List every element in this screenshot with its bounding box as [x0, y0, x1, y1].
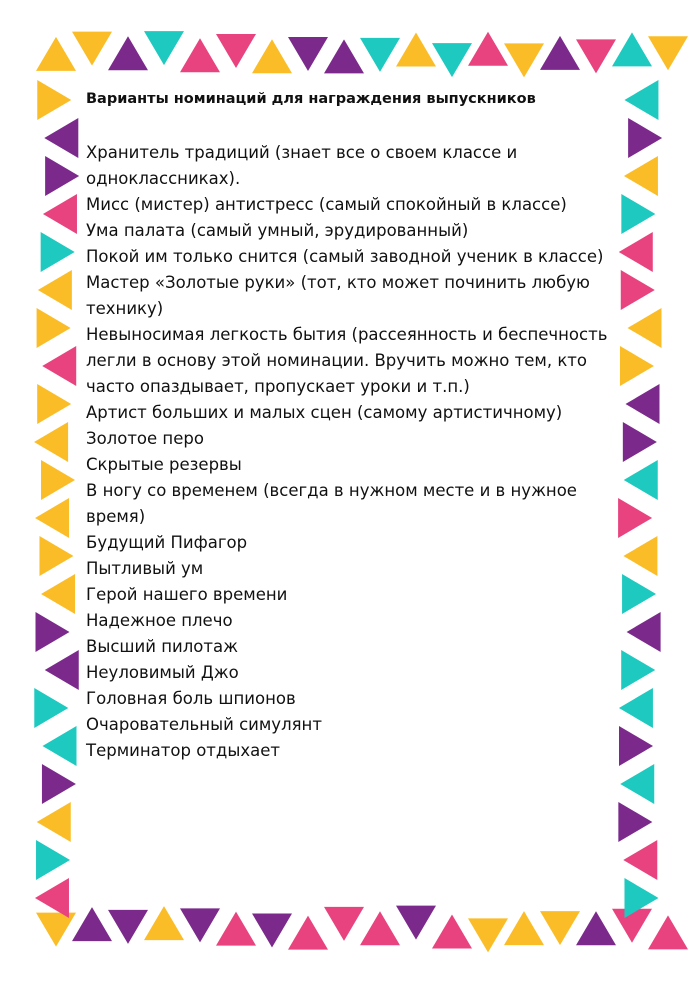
decorative-triangle: [108, 910, 148, 944]
decorative-triangle: [623, 422, 657, 462]
nomination-item: В ногу со временем (всегда в нужном месте и в нужное время): [86, 481, 577, 526]
decorative-triangle: [648, 36, 688, 70]
decorative-triangle: [36, 612, 70, 652]
nomination-item: Пытливый ум: [86, 559, 204, 578]
decorative-triangle: [623, 840, 657, 880]
decorative-triangle: [144, 31, 184, 65]
decorative-triangle: [180, 908, 220, 942]
decorative-triangle: [288, 37, 328, 71]
decorative-triangle: [621, 650, 655, 690]
decorative-triangle: [41, 232, 75, 272]
decorative-triangle: [38, 270, 72, 310]
decorative-triangle: [504, 43, 544, 77]
decorative-triangle: [622, 574, 656, 614]
decorative-triangle: [43, 194, 77, 234]
decorative-triangle: [540, 36, 580, 70]
nomination-item: Хранитель традиций (знает все о своем классе и одноклассниках).: [86, 143, 518, 188]
decorative-triangle: [45, 156, 79, 196]
decorative-triangle: [618, 802, 652, 842]
decorative-triangle: [432, 915, 472, 949]
decorative-triangle: [35, 498, 69, 538]
decorative-triangle: [468, 32, 508, 66]
nomination-item: Золотое перо: [86, 429, 204, 448]
decorative-triangle: [37, 384, 71, 424]
nomination-item: Мисс (мистер) антистресс (самый спокойный в классе): [86, 195, 567, 214]
nomination-item: Терминатор отдыхает: [86, 741, 280, 760]
decorative-triangle: [625, 384, 659, 424]
decorative-triangle: [576, 911, 616, 945]
decorative-triangle: [624, 460, 658, 500]
nomination-item: Ума палата (самый умный, эрудированный): [86, 221, 469, 240]
decorative-triangle: [36, 913, 76, 947]
nomination-item: Надежное плечо: [86, 611, 233, 630]
decorative-triangle: [612, 909, 652, 943]
decorative-triangle: [144, 906, 184, 940]
decorative-triangle: [540, 911, 580, 945]
nomination-item: Очаровательный симулянт: [86, 715, 322, 734]
decorative-triangle: [324, 907, 364, 941]
decorative-triangle: [360, 38, 400, 72]
decorative-triangle: [324, 39, 364, 73]
decorative-triangle: [623, 536, 657, 576]
nomination-item: Невыносимая легкость бытия (рассеянность и беспечность легли в основу этой номинации. Вручить можно тем, кто часто опаздывает, пропускает уроки и т.п.): [86, 325, 608, 396]
nomination-item: Мастер «Золотые руки» (тот, кто может починить любую технику): [86, 273, 590, 318]
decorative-triangle: [396, 906, 436, 940]
decorative-triangle: [504, 911, 544, 945]
nominations-list: [86, 140, 626, 764]
nomination-item: Будущий Пифагор: [86, 533, 248, 552]
decorative-triangle: [39, 536, 73, 576]
decorative-triangle: [288, 916, 328, 950]
decorative-triangle: [180, 38, 220, 72]
decorative-triangle: [72, 32, 112, 66]
decorative-triangle: [648, 915, 688, 949]
decorative-triangle: [72, 907, 112, 941]
nomination-item: Скрытые резервы: [86, 455, 242, 474]
decorative-triangle: [216, 912, 256, 946]
decorative-triangle: [37, 80, 71, 120]
decorative-triangle: [612, 32, 652, 66]
nomination-item: Головная боль шпионов: [86, 689, 296, 708]
decorative-triangle: [36, 840, 70, 880]
nomination-item: Артист больших и малых сцен (самому артистичному): [86, 403, 563, 422]
decorative-triangle: [468, 918, 508, 952]
decorative-triangle: [628, 118, 662, 158]
decorative-triangle: [37, 308, 71, 348]
decorative-triangle: [627, 612, 661, 652]
decorative-triangle: [42, 764, 76, 804]
decorative-triangle: [621, 194, 655, 234]
decorative-triangle: [42, 346, 76, 386]
document-title: Варианты номинаций для награждения выпускников: [86, 91, 536, 107]
decorative-triangle: [35, 878, 69, 918]
decorative-triangle: [36, 37, 76, 71]
decorative-triangle: [34, 688, 68, 728]
decorative-triangle: [432, 43, 472, 77]
document-body: [86, 88, 626, 764]
decorative-triangle: [396, 32, 436, 66]
decorative-triangle: [108, 36, 148, 70]
decorative-triangle: [41, 460, 75, 500]
decorative-triangle: [42, 726, 76, 766]
nomination-item: Неуловимый Джо: [86, 663, 239, 682]
decorative-triangle: [41, 574, 75, 614]
decorative-triangle: [620, 764, 654, 804]
nomination-item: Герой нашего времени: [86, 585, 288, 604]
decorative-triangle: [627, 308, 661, 348]
decorative-triangle: [252, 913, 292, 947]
nomination-item: Высший пилотаж: [86, 637, 238, 656]
decorative-triangle: [252, 39, 292, 73]
decorative-triangle: [576, 39, 616, 73]
decorative-triangle: [624, 156, 658, 196]
decorative-triangle: [216, 34, 256, 68]
decorative-triangle: [34, 422, 68, 462]
decorative-triangle: [37, 802, 71, 842]
decorative-triangle: [360, 911, 400, 945]
nomination-item: Покой им только снится (самый заводной ученик в классе): [86, 247, 604, 266]
decorative-triangle: [45, 650, 79, 690]
decorative-triangle: [624, 80, 658, 120]
decorative-triangle: [44, 118, 78, 158]
